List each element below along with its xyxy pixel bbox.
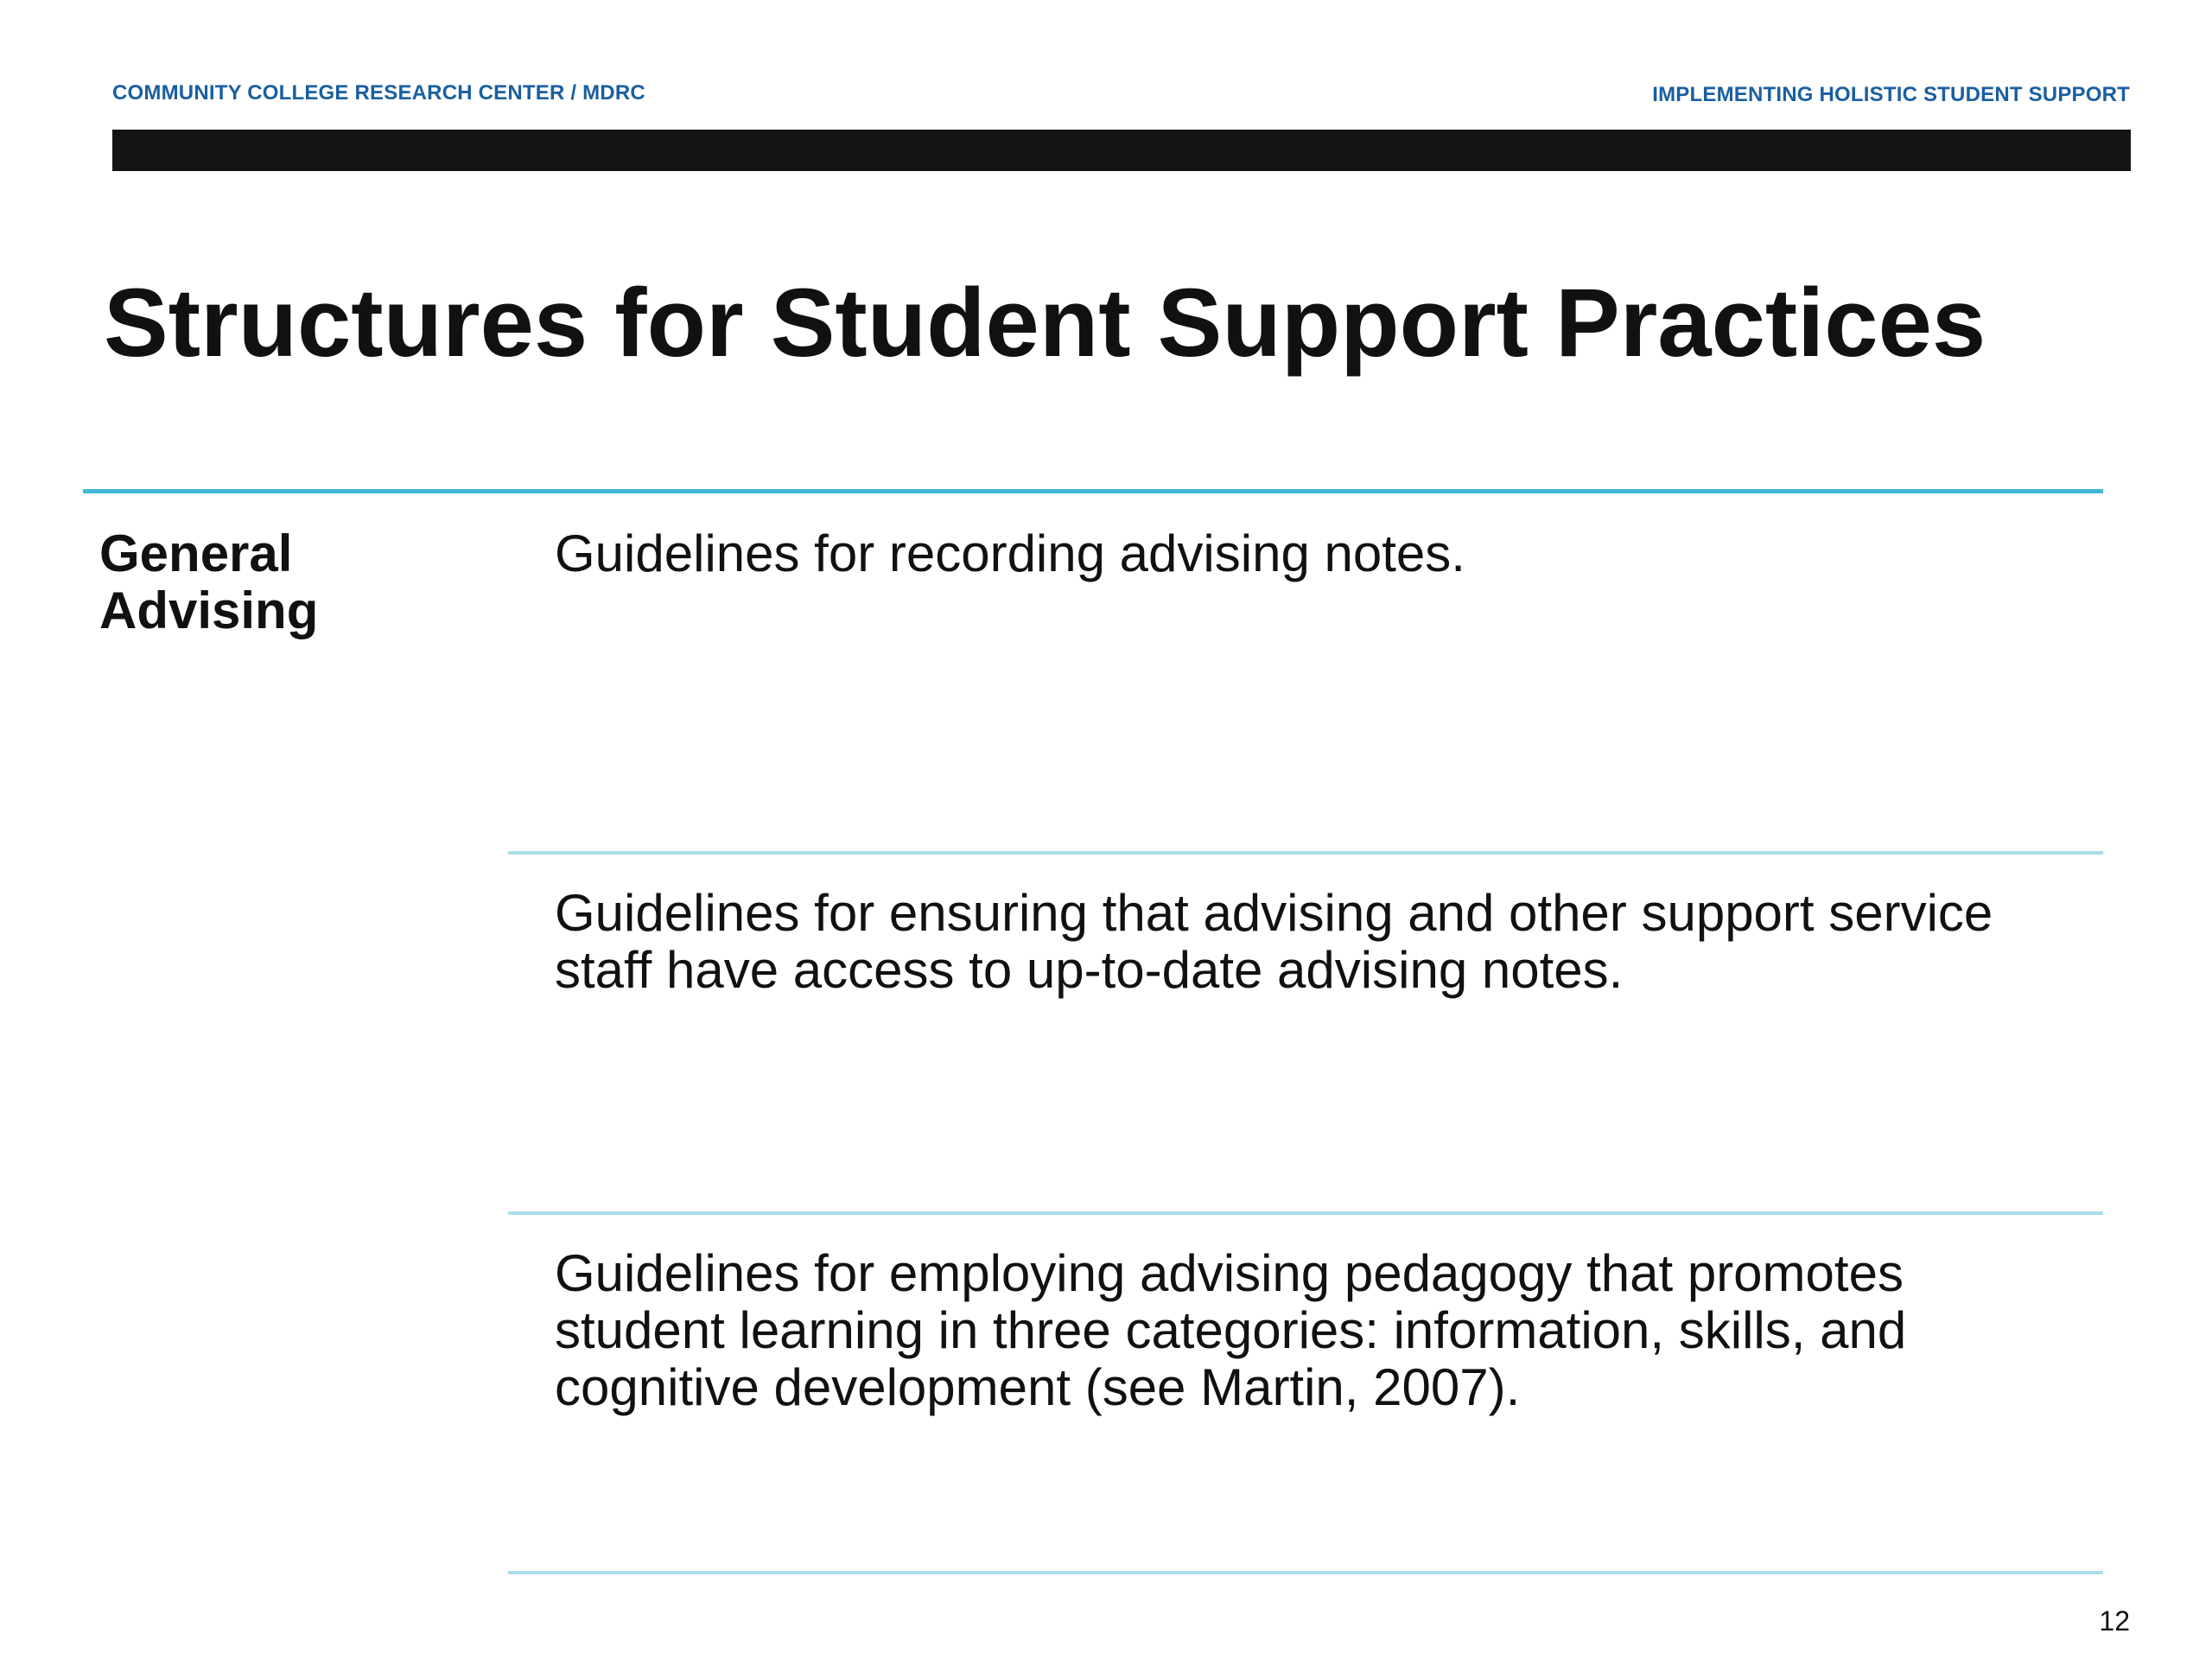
header-organization: COMMUNITY COLLEGE RESEARCH CENTER / MDRC [112, 81, 645, 105]
header-bar [112, 130, 2131, 171]
table-top-rule [83, 489, 2103, 493]
list-item: Guidelines for recording advising notes. [555, 524, 1465, 582]
section-label: General Advising [99, 524, 319, 639]
row-divider [508, 1571, 2103, 1574]
row-divider [508, 1211, 2103, 1215]
list-item: Guidelines for ensuring that advising and other support service staff have access to up-to-date advising notes. [555, 884, 1993, 999]
page-number: 12 [2099, 1605, 2130, 1637]
page-title: Structures for Student Support Practices [104, 269, 1986, 377]
row-divider [508, 851, 2103, 855]
list-item: Guidelines for employing advising pedagogy that promotes student learning in three categories: information, skills, and cognitive development (see Martin, 2007). [555, 1244, 1907, 1416]
header-report-title: IMPLEMENTING HOLISTIC STUDENT SUPPORT [1652, 83, 2130, 106]
